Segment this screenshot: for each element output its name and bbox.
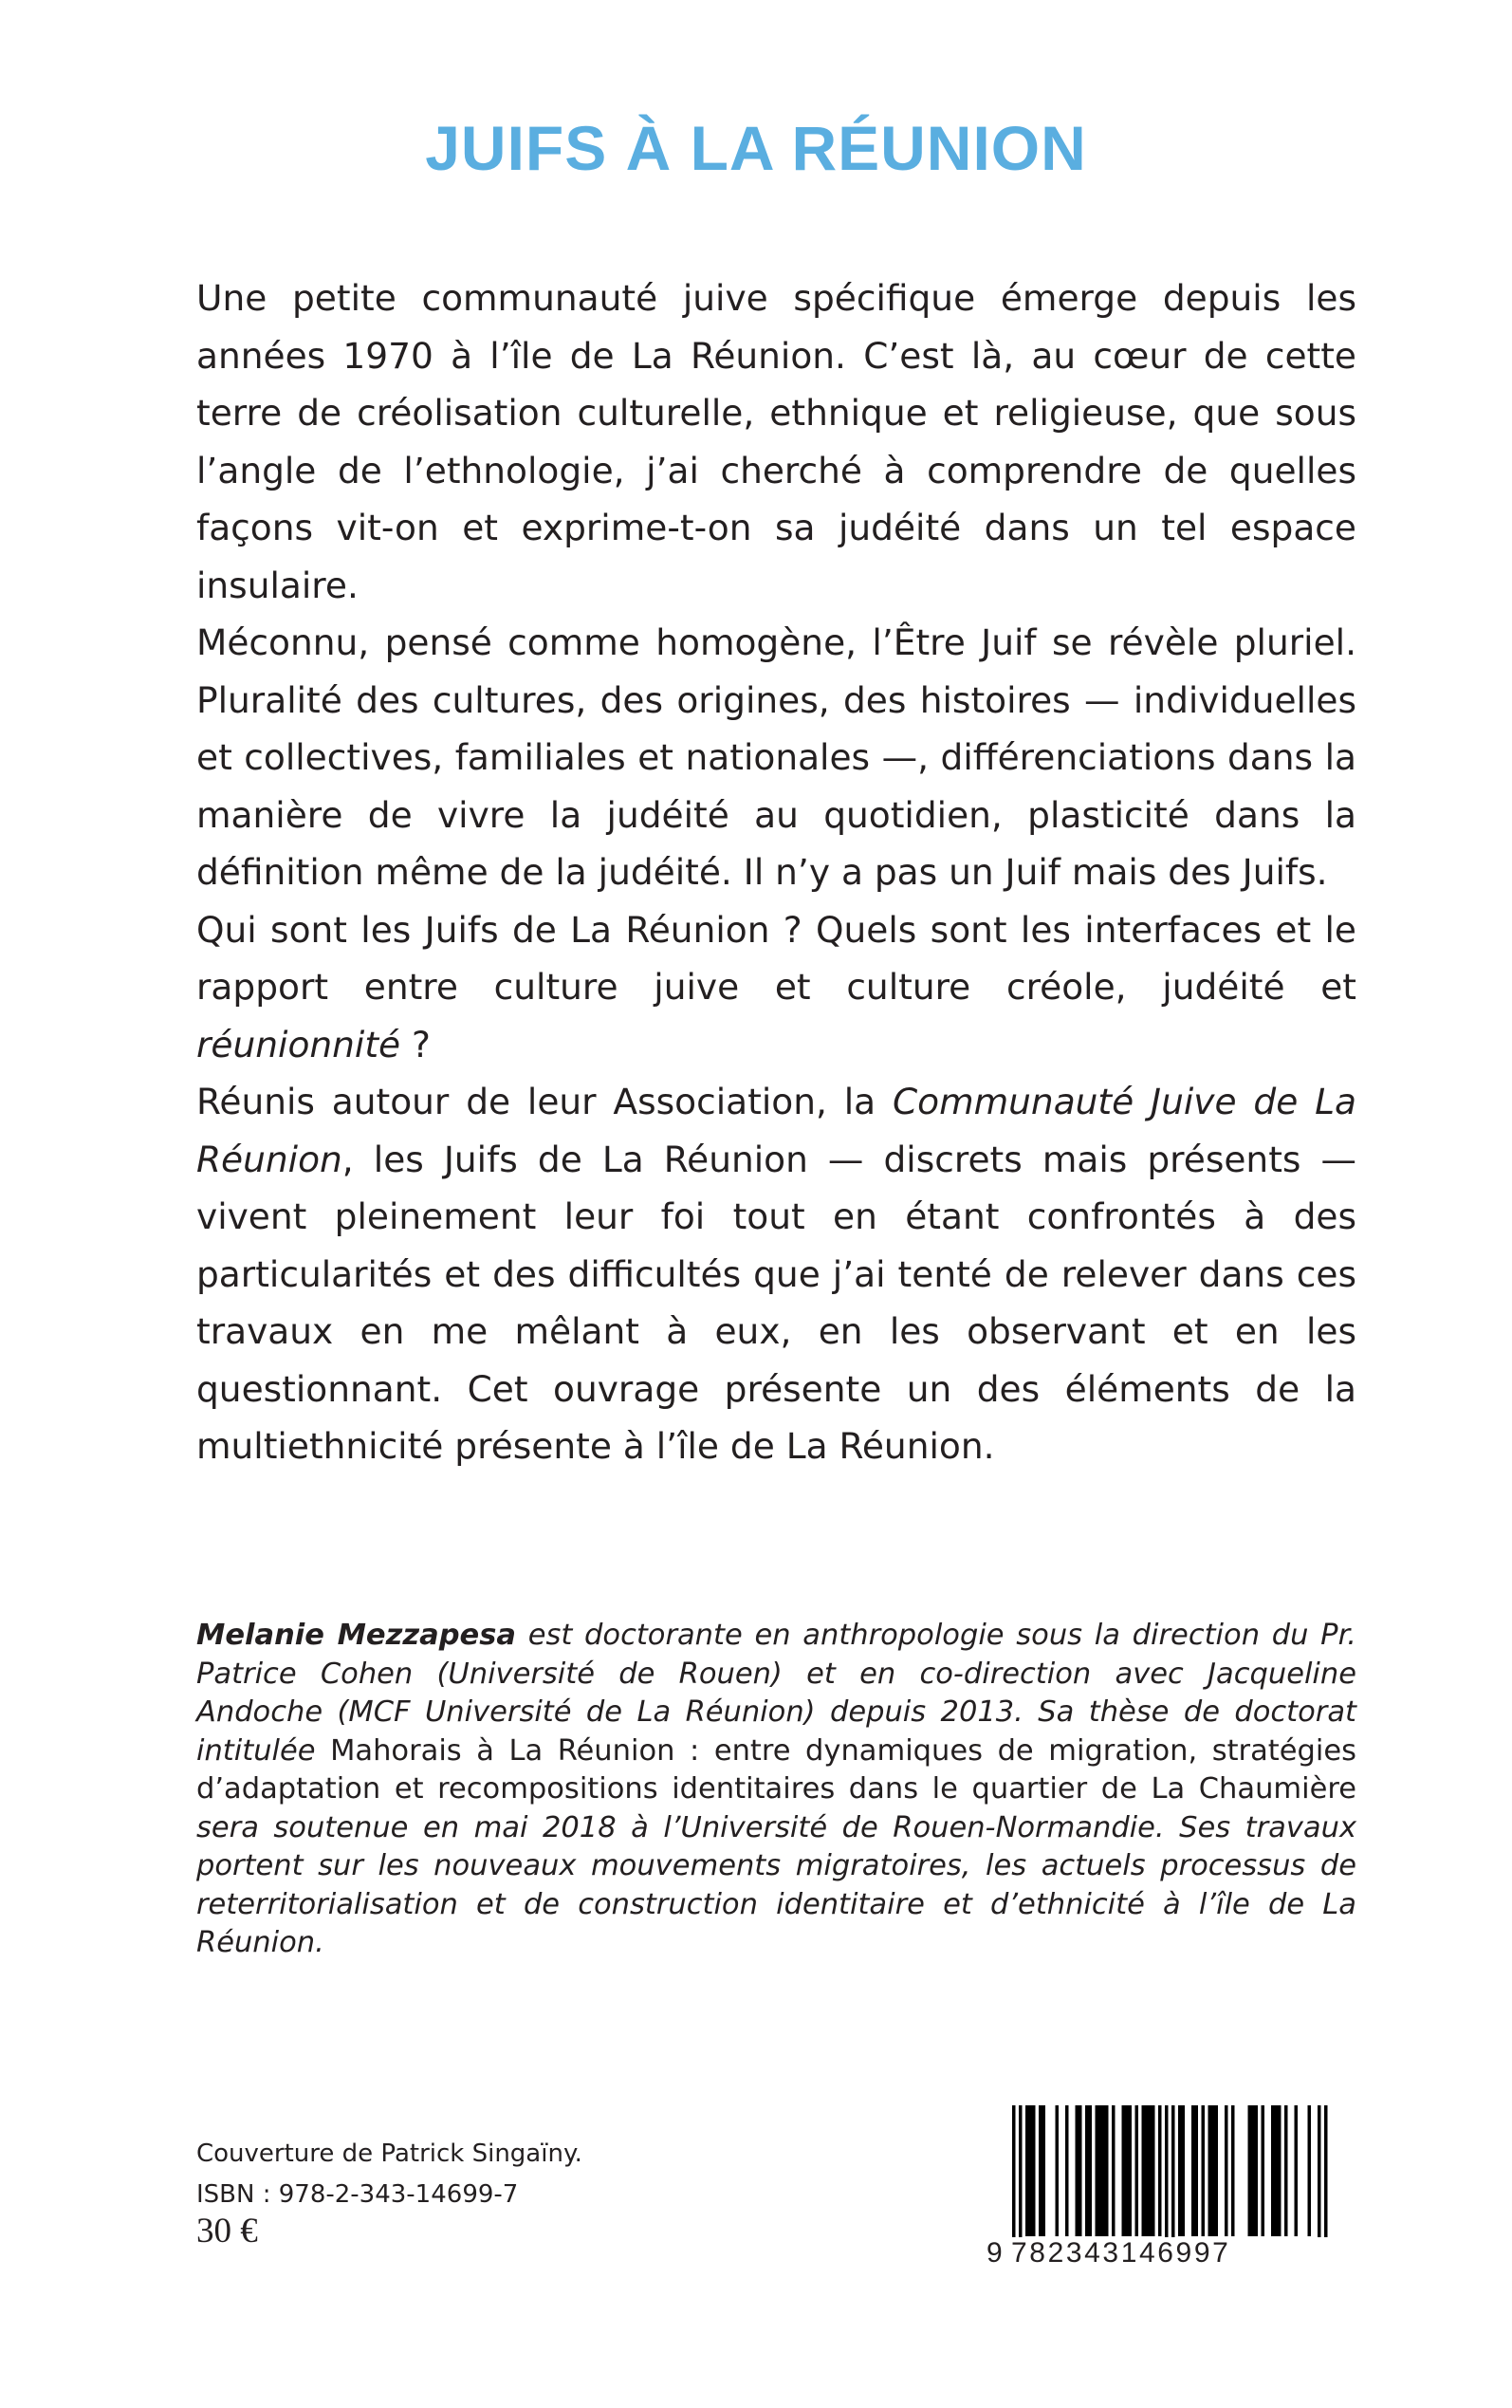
barcode-bar: [1251, 2105, 1255, 2236]
bio-text-2: sera soutenue en mai 2018 à l’Université de Rouen-Normandie. Ses travaux portent sur les nouveaux mouvements migratoires, les actuels processus de reterritorialisation et de construction identitaire et d’ethnicité à l’île de La Réunion.: [196, 1810, 1356, 1959]
barcode-bar: [1308, 2105, 1312, 2236]
barcode-bar: [1032, 2105, 1036, 2236]
isbn-line: ISBN : 978-2-343-14699-7: [196, 2180, 519, 2209]
barcode-bar: [1029, 2105, 1033, 2236]
barcode-bar: [1158, 2105, 1162, 2236]
barcode-bar: [1178, 2105, 1182, 2236]
barcode-bar: [1248, 2105, 1252, 2236]
barcode-bar: [1105, 2105, 1109, 2236]
barcode: [986, 2105, 1335, 2255]
barcode-guard-bar: [1171, 2105, 1175, 2255]
barcode-bar: [1149, 2105, 1152, 2236]
barcode-bar: [1056, 2105, 1060, 2236]
barcode-bar: [1102, 2105, 1106, 2236]
barcode-bar: [1039, 2105, 1042, 2236]
barcode-bar: [1231, 2105, 1235, 2236]
author-bio: [196, 1617, 1356, 1963]
bio-text-1: est doctorante en anthropologie sous la direction du Pr. Patrice Cohen (Université de Rouen) et en co-direction avec Jacqueline Andoche (MCF Université de La Réunion) depuis 2013. Sa thèse de doctorat intitulée: [196, 1619, 1356, 1768]
barcode-bar: [1191, 2105, 1195, 2236]
barcode-guard-bar: [1012, 2105, 1016, 2255]
blurb-paragraph-4: [196, 1073, 1356, 1475]
blurb-p4-end: , les Juifs de La Réunion — discrets mais présents — vivent pleinement leur foi tout en étant confrontés à des particularités et des difficultés que j’ai tenté de relever dans ces travaux en me mêlant à eux, en les observant et en les questionnant. Cet ouvrage présente un des éléments de la multiethnicité présente à l’île de La Réunion.: [196, 1138, 1356, 1467]
barcode-guard-bar: [1324, 2105, 1328, 2255]
barcode-bar: [1275, 2105, 1279, 2236]
blurb-paragraph-2: Méconnu, pensé comme homogène, l’Être Juif se révèle pluriel. Pluralité des cultures, des origines, des histoires — individuelles et collectives, familiales et nationales —, différenciations dans la manière de vivre la judéité au quotidien, plasticité dans la définition même de la judéité. Il n’y a pas un Juif mais des Juifs.: [196, 621, 1356, 893]
barcode-bar: [1284, 2105, 1288, 2236]
blurb-p3-text: Qui sont les Juifs de La Réunion ? Quels sont les interfaces et le rapport entre culture juive et culture créole, judéité et: [196, 908, 1356, 1008]
barcode-bar: [1076, 2105, 1079, 2236]
barcode-bar: [1065, 2105, 1069, 2236]
barcode-bar: [1112, 2105, 1116, 2236]
barcode-bar: [1195, 2105, 1199, 2236]
barcode-bar: [1278, 2105, 1282, 2236]
blurb-p3-italic: réunionnité: [196, 1023, 401, 1065]
barcode-bar: [1152, 2105, 1155, 2236]
barcode-bar: [1255, 2105, 1259, 2236]
book-title: JUIFS À LA RÉUNION: [425, 113, 1087, 183]
cover-credits: Couverture de Patrick Singaïny.: [196, 2139, 582, 2168]
barcode-bar: [1125, 2105, 1129, 2236]
barcode-bar: [1042, 2105, 1046, 2236]
price: 30 €: [196, 2212, 258, 2251]
author-name: Melanie Mezzapesa: [196, 1619, 516, 1652]
blurb-paragraph-3: [196, 901, 1356, 1074]
barcode-bar: [1089, 2105, 1093, 2236]
blurb-p4-italic: Communauté Juive de La Réunion: [196, 1081, 1356, 1180]
barcode-bar: [1129, 2105, 1133, 2236]
barcode-bar: [1135, 2105, 1139, 2236]
back-cover-blurb: [196, 269, 1356, 1475]
barcode-bar: [1098, 2105, 1102, 2236]
barcode-bar: [1262, 2105, 1265, 2236]
blurb-p4-text: Réunis autour de leur Association, la: [196, 1081, 893, 1122]
barcode-bar: [1225, 2105, 1228, 2236]
barcode-bar: [1085, 2105, 1089, 2236]
barcode-bar: [1215, 2105, 1219, 2236]
barcode-bar: [1295, 2105, 1299, 2236]
barcode-bar: [1182, 2105, 1186, 2236]
barcode-bar: [1079, 2105, 1082, 2236]
barcode-guard-bar: [1019, 2105, 1023, 2255]
blurb-p3-end: ?: [400, 1023, 431, 1065]
barcode-first-digit: 9: [986, 2237, 1003, 2269]
barcode-bar: [1122, 2105, 1126, 2236]
barcode-bar: [1211, 2105, 1215, 2236]
barcode-bar: [1202, 2105, 1206, 2236]
barcode-bar: [1142, 2105, 1146, 2236]
barcode-bar: [1096, 2105, 1099, 2236]
barcode-bar: [1208, 2105, 1212, 2236]
barcode-guard-bar: [1165, 2105, 1169, 2255]
blurb-paragraph-1: Une petite communauté juive spécifique émerge depuis les années 1970 à l’île de La Réunion. C’est là, au cœur de cette terre de créolisation culturelle, ethnique et religieuse, que sous l’angle de l’ethnologie, j’ai cherché à comprendre de quelles façons vit-on et exprime-t-on sa judéité dans un tel espace insulaire.: [196, 277, 1356, 606]
barcode-bar: [1025, 2105, 1029, 2236]
barcode-bar: [1145, 2105, 1149, 2236]
thesis-title: Mahorais à La Réunion : entre dynamiques de migration, stratégies d’adaptation et recompositions identitaires dans le quartier de La Chaumière: [196, 1733, 1356, 1806]
barcode-guard-bar: [1318, 2105, 1321, 2255]
barcode-bar: [1271, 2105, 1275, 2236]
barcode-digits: 782343146997: [1011, 2237, 1334, 2269]
